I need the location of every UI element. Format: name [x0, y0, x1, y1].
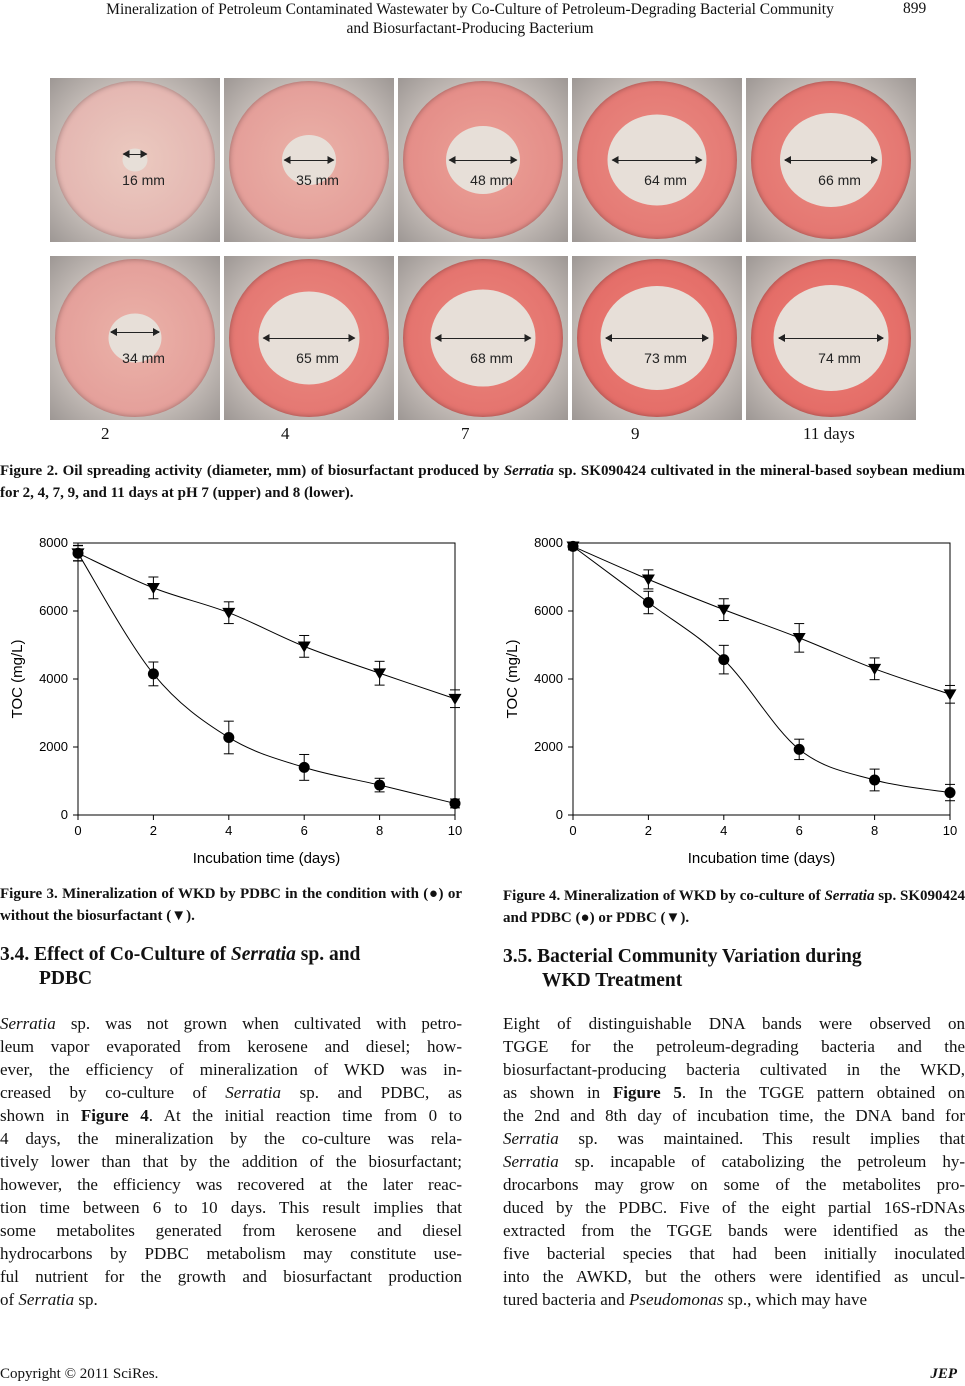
x-tick-label: 8 [375, 823, 384, 838]
diameter-label: 48 mm [470, 172, 513, 188]
text-line [503, 1265, 965, 1288]
line-text: leum vapor evaporated from kerosene and diesel; how- [0, 1037, 462, 1056]
page-number: 899 [903, 0, 927, 17]
text-line [503, 1104, 965, 1127]
data-point-circle [718, 654, 729, 665]
data-point-triangle [944, 689, 957, 700]
section-3-5-body [503, 1012, 965, 1311]
x-tick-label: 4 [720, 823, 728, 838]
line-text: shown in [0, 1106, 81, 1125]
figure-reference: Figure 5 [612, 1083, 682, 1102]
series-line [573, 546, 950, 792]
section-3-4-heading-prefix: 3.4. Effect of Co-Culture of [0, 944, 227, 965]
x-tick-label: 8 [870, 823, 879, 838]
line-text: . In the TGGE pattern obtained on [681, 1083, 965, 1102]
text-line [503, 1081, 965, 1104]
diameter-arrow [124, 154, 147, 155]
running-header [40, 0, 900, 38]
diameter-arrow [613, 160, 702, 161]
data-point-circle [374, 780, 385, 791]
day-label: 11 days [803, 424, 855, 443]
text-line [503, 1035, 965, 1058]
data-point-circle [148, 668, 159, 679]
line-text: creased by co-culture of [0, 1083, 226, 1102]
text-line [503, 1173, 965, 1196]
line-text: . At the initial reaction time from 0 to [148, 1106, 462, 1125]
y-tick-label: 4000 [534, 671, 563, 686]
data-point-triangle [793, 633, 806, 644]
diameter-label: 73 mm [644, 350, 687, 366]
italic-term: Pseudomonas [629, 1290, 724, 1309]
text-line [0, 1242, 462, 1265]
diameter-label: 34 mm [122, 350, 165, 366]
footer-journal: JEP [930, 1366, 957, 1382]
day-label: 7 [461, 424, 470, 443]
figure2-caption-prefix: Figure 2. Oil spreading activity (diameter, mm) of biosurfactant produced by [0, 463, 500, 479]
series-line [78, 553, 455, 803]
y-tick-label: 8000 [39, 535, 68, 550]
italic-term: Serratia [503, 1152, 559, 1171]
line-text: 4 days, the mineralization by the co-culture was rela- [0, 1129, 462, 1148]
text-line [0, 1196, 462, 1219]
y-axis-label: TOC (mg/L) [9, 639, 26, 719]
y-tick-label: 4000 [39, 671, 68, 686]
petri-dish-photo [572, 256, 742, 420]
section-3-4-heading [0, 943, 470, 991]
text-line [0, 1150, 462, 1173]
diameter-arrow [285, 160, 334, 161]
data-point-circle [869, 774, 880, 785]
x-tick-label: 2 [149, 823, 158, 838]
section-3-4-heading-line2: PDBC [39, 968, 93, 989]
diameter-arrow [436, 338, 531, 339]
line-text: sp. was not grown when cultivated with petro- [55, 1014, 462, 1033]
day-label: 2 [101, 424, 110, 443]
data-point-triangle [868, 664, 881, 675]
line-text: TGGE for the petroleum-degrading bacteria and the [503, 1037, 965, 1056]
series-line [573, 546, 950, 694]
section-3-5-heading [503, 945, 965, 993]
text-line [0, 1104, 462, 1127]
text-line [503, 1012, 965, 1035]
plot-frame [573, 543, 950, 815]
text-line [503, 1058, 965, 1081]
text-line [503, 1196, 965, 1219]
text-line [0, 1035, 462, 1058]
x-tick-label: 4 [225, 823, 233, 838]
petri-dish-photo [398, 256, 568, 420]
x-axis-label: Incubation time (days) [687, 850, 836, 867]
x-tick-label: 0 [74, 823, 82, 838]
data-point-triangle [449, 694, 462, 705]
line-text: biosurfactant-producing bacteria cultivated in the WKD, [503, 1060, 965, 1079]
series-line [78, 553, 455, 699]
x-tick-label: 10 [447, 823, 463, 838]
italic-term: Serratia [18, 1290, 75, 1309]
line-text: some metabolites generated from kerosene and diesel [0, 1221, 462, 1240]
diameter-label: 66 mm [818, 172, 861, 188]
plot-frame [78, 543, 455, 815]
diameter-label: 74 mm [818, 350, 861, 366]
line-text: ful nutrient for the growth and biosurfactant production [0, 1267, 462, 1286]
figure-reference: Figure 4 [80, 1106, 149, 1125]
diameter-arrow [111, 332, 159, 333]
data-point-circle [223, 732, 234, 743]
footer-copyright: Copyright © 2011 SciRes. [0, 1366, 159, 1382]
line-text: however, the efficiency was recovered at the later reac- [0, 1175, 462, 1194]
diameter-arrow [606, 338, 708, 339]
data-point-triangle [222, 608, 235, 619]
y-axis-label: TOC (mg/L) [504, 639, 521, 719]
figure4-caption-rest: sp. SK090424 and PDBC (●) or PDBC (▼). [503, 888, 965, 926]
figure2-caption [0, 460, 965, 504]
y-tick-label: 6000 [39, 603, 68, 618]
line-text: tively lower than that by the addition of the biosurfactant; [0, 1152, 462, 1171]
figure4-caption-prefix: Figure 4. Mineralization of WKD by co-culture of [503, 888, 821, 904]
x-axis-label: Incubation time (days) [192, 850, 341, 867]
y-tick-label: 8000 [534, 535, 563, 550]
y-tick-label: 2000 [534, 739, 563, 754]
line-text: sp. and PDBC, as [281, 1083, 462, 1102]
text-line [0, 1058, 462, 1081]
line-text: tured bacteria and [503, 1290, 630, 1309]
y-tick-label: 2000 [39, 739, 68, 754]
data-point-circle [299, 762, 310, 773]
figure3-chart [0, 525, 470, 875]
line-text: of [0, 1290, 19, 1309]
data-point-triangle [717, 605, 730, 616]
text-line [503, 1219, 965, 1242]
data-point-triangle [298, 641, 311, 652]
diameter-label: 16 mm [122, 172, 165, 188]
figure2-caption-rest: sp. SK090424 cultivated in the mineral-based soybean medium for 2, 4, 7, 9, and 11 days at pH 7 (upper) and 8 (lower). [0, 463, 965, 501]
diameter-arrow [450, 160, 517, 161]
text-line [503, 1288, 965, 1311]
petri-dish-photo [224, 256, 394, 420]
text-line [503, 1242, 965, 1265]
text-line [0, 1288, 462, 1311]
diameter-label: 65 mm [296, 350, 339, 366]
data-point-circle [945, 787, 956, 798]
figure2-lower-row [50, 256, 916, 420]
day-label: 9 [631, 424, 640, 443]
line-text: the 2nd and 8th day of incubation time, the DNA band for [503, 1106, 965, 1125]
y-tick-label: 0 [555, 807, 563, 822]
petri-dish-photo [398, 78, 568, 242]
italic-term: Serratia [0, 1014, 56, 1033]
x-tick-label: 6 [300, 823, 308, 838]
x-tick-label: 6 [795, 823, 803, 838]
diameter-label: 35 mm [296, 172, 339, 188]
data-point-circle [794, 744, 805, 755]
data-point-triangle [642, 575, 655, 586]
line-text: extracted from the TGGE bands were identified as the [503, 1221, 965, 1240]
line-text: sp. [74, 1290, 98, 1309]
section-3-4-heading-organism: Serratia [230, 944, 296, 965]
diameter-arrow [264, 338, 355, 339]
x-tick-label: 0 [569, 823, 577, 838]
petri-dish-photo [224, 78, 394, 242]
line-text: ever, the efficiency of mineralization of WKD was in- [0, 1060, 462, 1079]
text-line [503, 1127, 965, 1150]
figure4-caption [503, 885, 965, 929]
line-text: sp., which may have [723, 1290, 867, 1309]
line-text: as shown in [503, 1083, 613, 1102]
text-line [0, 1219, 462, 1242]
data-point-triangle [147, 583, 160, 594]
line-text: duced by the PDBC. Five of the eight partial 16S-rDNAs [503, 1198, 965, 1217]
line-text: into the AWKD, but the others were identified as uncul- [503, 1267, 965, 1286]
text-line [0, 1173, 462, 1196]
petri-dish-photo [746, 78, 916, 242]
text-line [0, 1012, 462, 1035]
line-text: hydrocarbons by PDBC metabolism may constitute use- [0, 1244, 462, 1263]
line-text: tion time between 6 to 10 days. This result implies that [0, 1198, 462, 1217]
y-tick-label: 0 [60, 807, 68, 822]
line-text: five bacterial species that had been initially inoculated [503, 1244, 965, 1263]
data-point-circle [643, 597, 654, 608]
section-3-4-heading-rest: sp. and [300, 944, 361, 965]
petri-dish-photo [50, 78, 220, 242]
petri-dish-photo [572, 78, 742, 242]
diameter-label: 64 mm [644, 172, 687, 188]
diameter-label: 68 mm [470, 350, 513, 366]
line-text: sp. was maintained. This result implies that [558, 1129, 965, 1148]
diameter-arrow [779, 338, 883, 339]
petri-dish-photo [746, 256, 916, 420]
line-text: drocarbons may grow on some of the metabolites pro- [503, 1175, 965, 1194]
text-line [503, 1150, 965, 1173]
section-3-5-heading-line2: WKD Treatment [542, 970, 683, 991]
diameter-arrow [785, 160, 877, 161]
data-point-triangle [373, 668, 386, 679]
data-point-circle [450, 798, 461, 809]
line-text: sp. incapable of catabolizing the petroleum hy- [558, 1152, 965, 1171]
figure4-caption-organism: Serratia [824, 888, 875, 904]
section-3-4-body [0, 1012, 462, 1311]
line-text: Eight of distinguishable DNA bands were observed on [503, 1014, 965, 1033]
figure4-chart [495, 525, 965, 875]
italic-term: Serratia [503, 1129, 559, 1148]
petri-dish-photo [50, 256, 220, 420]
running-header-line1: Mineralization of Petroleum Contaminated Wastewater by Co-Culture of Petroleum-Degrading Bacterial Community [106, 1, 834, 18]
y-tick-label: 6000 [534, 603, 563, 618]
section-3-5-heading-line1: 3.5. Bacterial Community Variation during [503, 946, 862, 967]
figure2-upper-row [50, 78, 916, 242]
running-header-line2: and Biosurfactant-Producing Bacterium [346, 20, 594, 37]
day-label: 4 [281, 424, 290, 443]
text-line [0, 1081, 462, 1104]
x-tick-label: 10 [942, 823, 958, 838]
text-line [0, 1265, 462, 1288]
italic-term: Serratia [225, 1083, 282, 1102]
x-tick-label: 2 [644, 823, 653, 838]
text-line [0, 1127, 462, 1150]
figure3-caption: Figure 3. Mineralization of WKD by PDBC in the condition with (●) or without the biosurfactant (▼). [0, 886, 462, 924]
figure2-caption-organism: Serratia [503, 463, 554, 479]
